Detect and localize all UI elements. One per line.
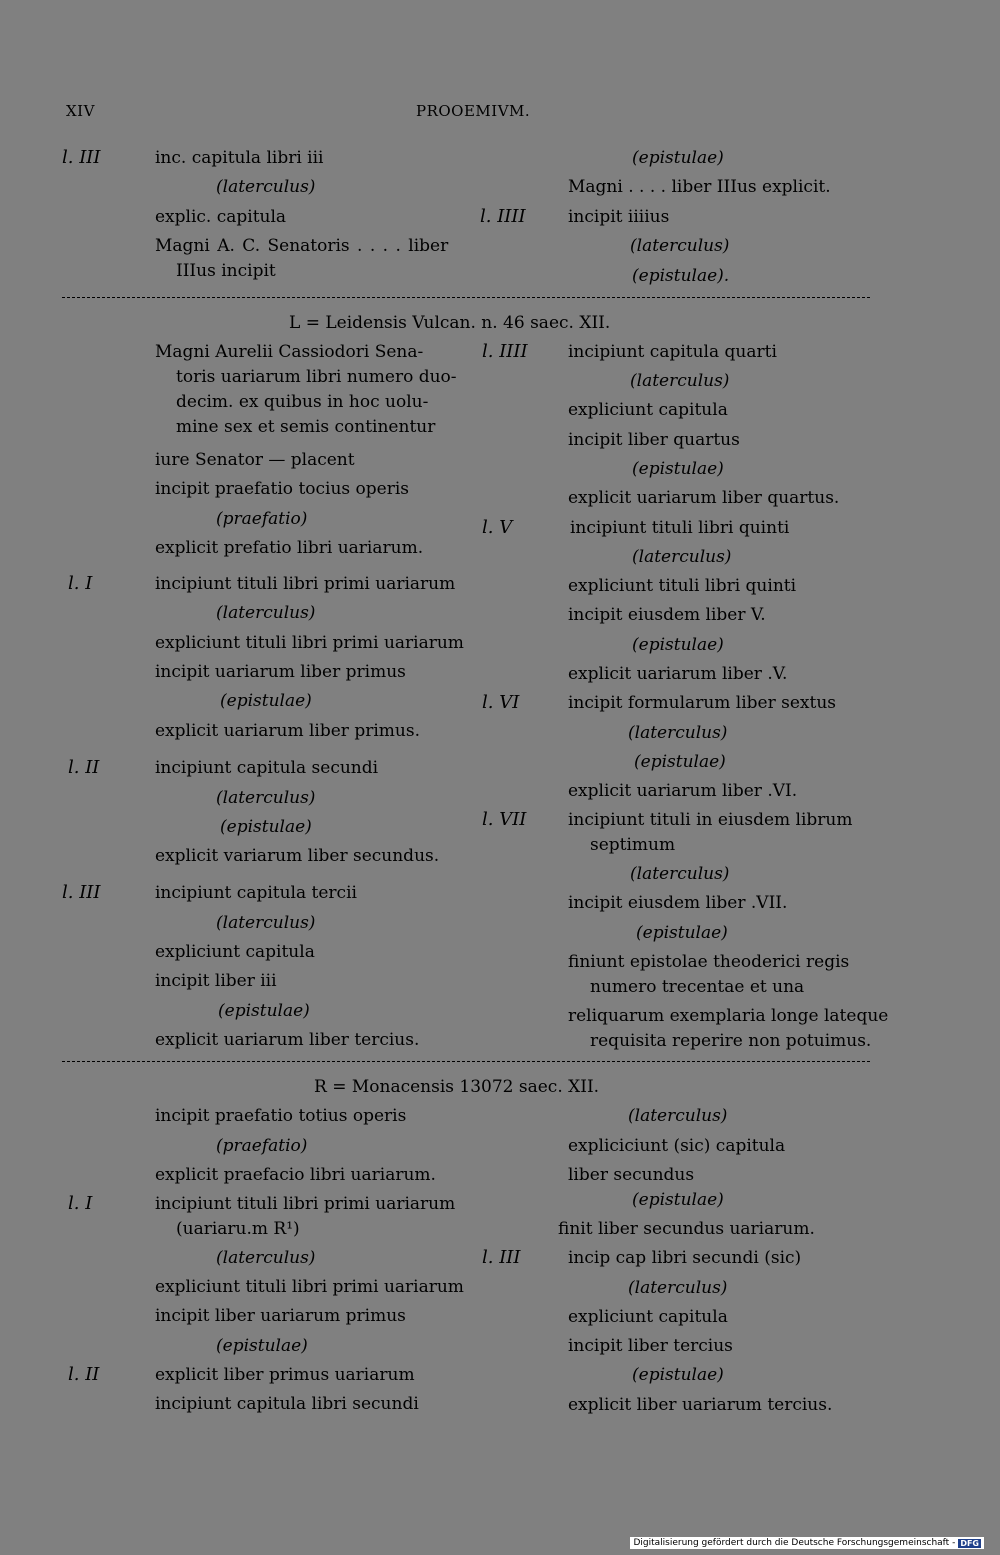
text-line: expliciciunt (sic) capitula bbox=[568, 1136, 786, 1156]
text-line: (epistulae) bbox=[632, 1365, 724, 1385]
text-line: explicit uariarum liber tercius. bbox=[155, 1030, 420, 1050]
dfg-logo: DFG bbox=[960, 1538, 979, 1548]
text-line: (laterculus) bbox=[632, 547, 732, 567]
text-line: (epistulae) bbox=[636, 923, 728, 943]
text-line: (laterculus) bbox=[630, 236, 730, 256]
text-line: incipiunt capitula quarti bbox=[568, 342, 777, 362]
book-label: l. III bbox=[482, 1247, 521, 1268]
text-line: explicit variarum liber secundus. bbox=[155, 846, 440, 866]
text-line: explicit uariarum liber .VI. bbox=[568, 781, 798, 801]
text-line: explicit uariarum liber .V. bbox=[568, 664, 788, 684]
text-line: (laterculus) bbox=[630, 371, 730, 391]
text-line: explicit uariarum liber primus. bbox=[155, 721, 420, 741]
book-label: l. I bbox=[68, 573, 93, 594]
text-line: incipiunt tituli libri primi uariarum bbox=[155, 574, 456, 594]
text-line: incipit eiusdem liber .VII. bbox=[568, 893, 788, 913]
credit-text: Digitalisierung gefördert durch die Deutsche Forschungsgemeinschaft - bbox=[633, 1538, 956, 1548]
text-line: expliciunt tituli libri quinti bbox=[568, 576, 797, 596]
text-line: incipiunt capitula tercii bbox=[155, 883, 357, 903]
text-line: explicit praefacio libri uariarum. bbox=[155, 1165, 436, 1185]
book-label: l. III bbox=[62, 147, 101, 168]
text-line: (epistulae). bbox=[632, 266, 730, 286]
text-line: incipiunt tituli libri quinti bbox=[570, 518, 790, 538]
page-number: XIV bbox=[66, 102, 95, 120]
text-line: expliciunt capitula bbox=[568, 400, 728, 420]
book-label: l. III bbox=[62, 882, 101, 903]
text-line: incipit uariarum liber primus bbox=[155, 662, 406, 682]
text-line: (laterculus) bbox=[216, 788, 316, 808]
text-line: numero trecentae et una bbox=[590, 977, 805, 997]
text-line: (laterculus) bbox=[630, 864, 730, 884]
book-label: l. VI bbox=[482, 692, 520, 713]
text-line: incipit eiusdem liber V. bbox=[568, 605, 766, 625]
text-line: incipit liber quartus bbox=[568, 430, 740, 450]
text-line: incipit formularum liber sextus bbox=[568, 693, 837, 713]
text-line: (epistulae) bbox=[216, 1336, 308, 1356]
text-line: explicit liber uariarum tercius. bbox=[568, 1395, 833, 1415]
text-line: mine sex et semis continentur bbox=[176, 417, 436, 437]
text-line: (epistulae) bbox=[220, 817, 312, 837]
text-line: (laterculus) bbox=[216, 177, 316, 197]
text-line: (laterculus) bbox=[216, 603, 316, 623]
text-line: incip cap libri secundi (sic) bbox=[568, 1248, 802, 1268]
book-label: l. IIII bbox=[482, 341, 528, 362]
text-line: (epistulae) bbox=[632, 459, 724, 479]
text-line: (laterculus) bbox=[628, 1278, 728, 1298]
text-line: incipiunt tituli libri primi uariarum bbox=[155, 1194, 456, 1214]
text-line: (laterculus) bbox=[628, 723, 728, 743]
text-line: liber secundus bbox=[568, 1165, 695, 1185]
section-heading: R = Monacensis 13072 saec. XII. bbox=[314, 1077, 600, 1097]
text-line: (epistulae) bbox=[632, 1190, 724, 1210]
text-line: (laterculus) bbox=[216, 1248, 316, 1268]
text-line: incipit liber iii bbox=[155, 971, 277, 991]
book-label: l. VII bbox=[482, 809, 527, 830]
text-line: Magni Aurelii Cassiodori Sena- bbox=[155, 342, 424, 362]
text-line: incipiunt capitula libri secundi bbox=[155, 1394, 419, 1414]
text-line: expliciunt capitula bbox=[568, 1307, 728, 1327]
text-line: incipit liber tercius bbox=[568, 1336, 733, 1356]
text-line: explicit uariarum liber quartus. bbox=[568, 488, 840, 508]
text-line: incipit praefatio tocius operis bbox=[155, 479, 410, 499]
text-line: reliquarum exemplaria longe lateque bbox=[568, 1006, 889, 1026]
text-line: toris uariarum libri numero duo- bbox=[176, 367, 457, 387]
book-label: l. II bbox=[68, 757, 100, 778]
book-label: l. IIII bbox=[480, 206, 526, 227]
running-title: PROOEMIVM. bbox=[416, 102, 531, 120]
text-line: expliciunt tituli libri primi uariarum bbox=[155, 633, 464, 653]
book-label: l. I bbox=[68, 1193, 93, 1214]
text-line: explic. capitula bbox=[155, 207, 287, 227]
book-label: l. V bbox=[482, 517, 513, 538]
text-line: incipit praefatio totius operis bbox=[155, 1106, 407, 1126]
text-line: (epistulae) bbox=[634, 752, 726, 772]
text-line: requisita reperire non potuimus. bbox=[590, 1031, 872, 1051]
text-line: (laterculus) bbox=[628, 1106, 728, 1126]
digitization-credit bbox=[630, 1537, 984, 1549]
text-line: (epistulae) bbox=[220, 691, 312, 711]
text-line: IIIus incipit bbox=[176, 261, 276, 281]
text-line: incipit liber uariarum primus bbox=[155, 1306, 406, 1326]
text-line: explicit prefatio libri uariarum. bbox=[155, 538, 424, 558]
text-line: (epistulae) bbox=[632, 635, 724, 655]
text-line: incipiunt tituli in eiusdem librum bbox=[568, 810, 853, 830]
text-line: iure Senator — placent bbox=[155, 450, 355, 470]
text-line: septimum bbox=[590, 835, 676, 855]
section-divider bbox=[62, 297, 870, 298]
text-line: finit liber secundus uariarum. bbox=[558, 1219, 815, 1239]
text-line: (epistulae) bbox=[218, 1001, 310, 1021]
section-heading: L = Leidensis Vulcan. n. 46 saec. XII. bbox=[289, 313, 611, 333]
text-line: explicit liber primus uariarum bbox=[155, 1365, 415, 1385]
text-line: Magni . . . . liber IIIus explicit. bbox=[568, 177, 831, 197]
text-line: finiunt epistolae theoderici regis bbox=[568, 952, 850, 972]
text-line: (epistulae) bbox=[632, 148, 724, 168]
text-line: incipiunt capitula secundi bbox=[155, 758, 379, 778]
text-line: inc. capitula libri iii bbox=[155, 148, 324, 168]
text-line: (praefatio) bbox=[216, 509, 308, 529]
text-line: expliciunt tituli libri primi uariarum bbox=[155, 1277, 464, 1297]
section-divider bbox=[62, 1061, 870, 1062]
text-line: (laterculus) bbox=[216, 913, 316, 933]
text-line: (uariaru.m R¹) bbox=[176, 1219, 300, 1239]
text-line: Magni A. C. Senatoris . . . . liber bbox=[155, 236, 449, 256]
book-label: l. II bbox=[68, 1364, 100, 1385]
text-line: incipit iiiius bbox=[568, 207, 670, 227]
text-line: expliciunt capitula bbox=[155, 942, 315, 962]
text-line: (praefatio) bbox=[216, 1136, 308, 1156]
text-line: decim. ex quibus in hoc uolu- bbox=[176, 392, 429, 412]
